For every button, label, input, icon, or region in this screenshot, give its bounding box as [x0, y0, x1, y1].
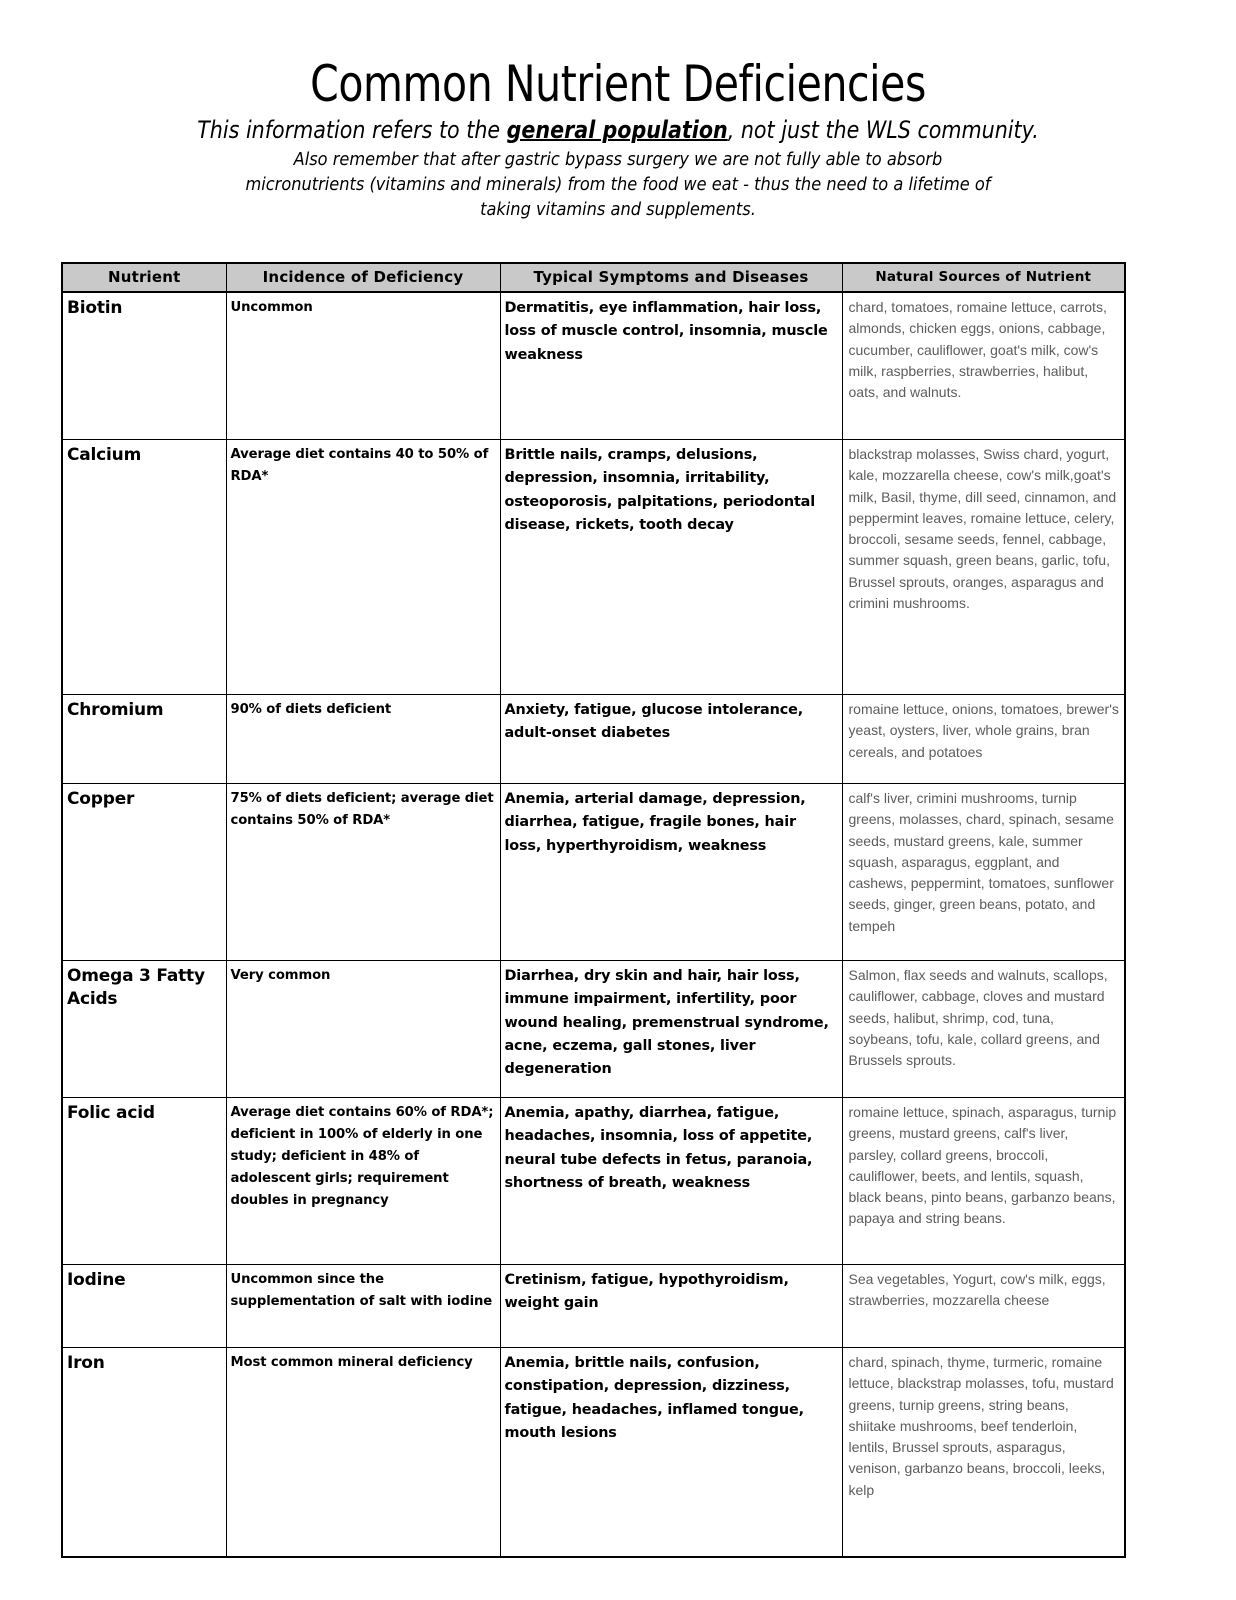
table-row [62, 292, 1125, 440]
cell-incidence: 75% of diets deficient; average diet contains 50% of RDA* [226, 784, 500, 961]
cell-symptoms: Dermatitis, eye inflammation, hair loss, loss of muscle control, insomnia, muscle weakness [500, 292, 842, 440]
table-row [62, 784, 1125, 961]
cell-nutrient: Folic acid [62, 1098, 226, 1265]
column-header-symptoms: Typical Symptoms and Diseases [500, 263, 842, 292]
cell-sources: romaine lettuce, onions, tomatoes, brewer's yeast, oysters, liver, whole grains, bran cereals, and potatoes [842, 695, 1125, 784]
cell-nutrient: Omega 3 Fatty Acids [62, 961, 226, 1098]
cell-sources: Sea vegetables, Yogurt, cow's milk, eggs, strawberries, mozzarella cheese [842, 1265, 1125, 1348]
table-row [62, 1265, 1125, 1348]
subtitle-emphasis-text: general population [506, 116, 728, 144]
nutrient-deficiency-table [61, 262, 1126, 1558]
column-header-nutrient: Nutrient [62, 263, 226, 292]
table-row [62, 440, 1125, 695]
cell-nutrient: Biotin [62, 292, 226, 440]
cell-symptoms: Anxiety, fatigue, glucose intolerance, adult-onset diabetes [500, 695, 842, 784]
column-header-sources: Natural Sources of Nutrient [842, 263, 1125, 292]
subtitle-primary [87, 116, 1150, 144]
cell-incidence: Most common mineral deficiency [226, 1348, 500, 1558]
cell-sources: chard, spinach, thyme, turmeric, romaine lettuce, blackstrap molasses, tofu, mustard greens, turnip greens, string beans, shiitake mushrooms, beef tenderloin, lentils, Brussel sprouts, asparagus, venison, garbanzo beans, broccoli, leeks, kelp [842, 1348, 1125, 1558]
nutrient-table-container [61, 262, 1124, 1558]
subtitle-pre-text: This information refers to the [197, 116, 507, 144]
subtitle-post-text: , not just the WLS community. [727, 116, 1039, 144]
cell-nutrient: Iron [62, 1348, 226, 1558]
cell-symptoms: Cretinism, fatigue, hypothyroidism, weight gain [500, 1265, 842, 1348]
cell-nutrient: Iodine [62, 1265, 226, 1348]
cell-sources: calf's liver, crimini mushrooms, turnip greens, molasses, chard, spinach, sesame seeds, mustard greens, kale, summer squash, asparagus, eggplant, and cashews, peppermint, tomatoes, sunflower seeds, ginger, green beans, potato, and tempeh [842, 784, 1125, 961]
cell-sources: romaine lettuce, spinach, asparagus, turnip greens, mustard greens, calf's liver, parsley, collard greens, broccoli, cauliflower, beets, and lentils, squash, black beans, pinto beans, garbanzo beans, papaya and string beans. [842, 1098, 1125, 1265]
cell-incidence: 90% of diets deficient [226, 695, 500, 784]
cell-sources: chard, tomatoes, romaine lettuce, carrots, almonds, chicken eggs, onions, cabbage, cucumber, cauliflower, goat's milk, cow's milk, raspberries, strawberries, halibut, oats, and walnuts. [842, 292, 1125, 440]
cell-incidence: Uncommon [226, 292, 500, 440]
table-row [62, 1348, 1125, 1558]
table-header-row [62, 263, 1125, 292]
cell-symptoms: Diarrhea, dry skin and hair, hair loss, immune impairment, infertility, poor wound healing, premenstrual syndrome, acne, eczema, gall stones, liver degeneration [500, 961, 842, 1098]
column-header-incidence: Incidence of Deficiency [226, 263, 500, 292]
cell-symptoms: Anemia, arterial damage, depression, diarrhea, fatigue, fragile bones, hair loss, hyperthyroidism, weakness [500, 784, 842, 961]
table-body [62, 292, 1125, 1557]
subtitle-note: Also remember that after gastric bypass surgery we are not fully able to absorb micronutrients (vitamins and minerals) from the food we eat - thus the need to a lifetime of taking vitamins and supplements. [245, 149, 991, 220]
table-header [62, 263, 1125, 292]
table-row [62, 695, 1125, 784]
table-row [62, 961, 1125, 1098]
document-header [0, 0, 1236, 223]
cell-sources: Salmon, flax seeds and walnuts, scallops, cauliflower, cabbage, cloves and mustard seeds, halibut, shrimp, cod, tuna, soybeans, tofu, kale, collard greens, and Brussels sprouts. [842, 961, 1125, 1098]
cell-incidence: Average diet contains 40 to 50% of RDA* [226, 440, 500, 695]
cell-nutrient: Calcium [62, 440, 226, 695]
cell-nutrient: Copper [62, 784, 226, 961]
cell-incidence: Very common [226, 961, 500, 1098]
cell-symptoms: Brittle nails, cramps, delusions, depression, insomnia, irritability, osteoporosis, palpitations, periodontal disease, rickets, tooth decay [500, 440, 842, 695]
table-row [62, 1098, 1125, 1265]
page-title: Common Nutrient Deficiencies [310, 55, 926, 113]
cell-nutrient: Chromium [62, 695, 226, 784]
cell-incidence: Average diet contains 60% of RDA*; deficient in 100% of elderly in one study; deficient in 48% of adolescent girls; requirement doubles in pregnancy [226, 1098, 500, 1265]
cell-sources: blackstrap molasses, Swiss chard, yogurt, kale, mozzarella cheese, cow's milk,goat's milk, Basil, thyme, dill seed, cinnamon, and peppermint leaves, romaine lettuce, celery, broccoli, sesame seeds, fennel, cabbage, summer squash, green beans, garlic, tofu, Brussel sprouts, oranges, asparagus and crimini mushrooms. [842, 440, 1125, 695]
cell-symptoms: Anemia, brittle nails, confusion, constipation, depression, dizziness, fatigue, headaches, inflamed tongue, mouth lesions [500, 1348, 842, 1558]
cell-incidence: Uncommon since the supplementation of salt with iodine [226, 1265, 500, 1348]
cell-symptoms: Anemia, apathy, diarrhea, fatigue, headaches, insomnia, loss of appetite, neural tube defects in fetus, paranoia, shortness of breath, weakness [500, 1098, 842, 1265]
